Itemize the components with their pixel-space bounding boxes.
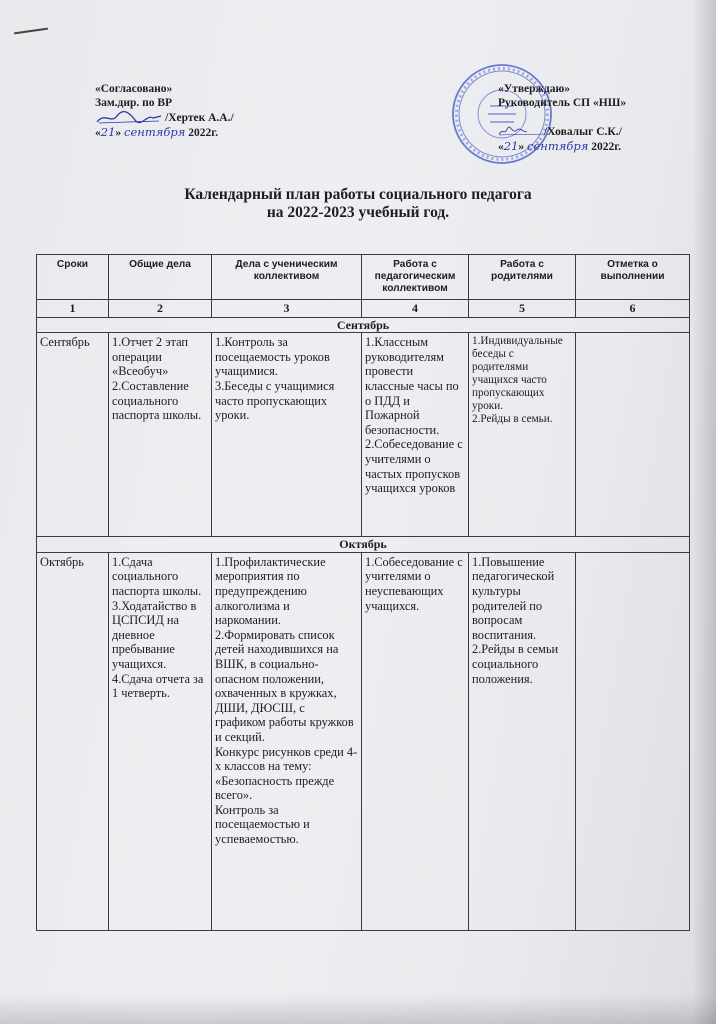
approval-right-date [498, 139, 668, 154]
list-item: 1.Классным руководителям провести классные часы по о ПДД и Пожарной безопасности. [365, 335, 459, 437]
header-period: Сроки [37, 255, 109, 300]
column-number: 1 [37, 300, 109, 318]
table-row [37, 333, 690, 537]
approval-left-date-day: 21 [100, 125, 116, 139]
approval-left-signature-line [95, 110, 275, 125]
page-edge-shadow [692, 0, 716, 1024]
signature-scribble-left [95, 110, 165, 124]
approval-right-date-month: сентября [527, 139, 589, 153]
cell-mark [576, 333, 690, 537]
date-quote-open: « [95, 127, 101, 139]
approval-right-name: /Ховалыг С.К./ [544, 126, 622, 138]
list-item: 2.Рейды в семьи. [472, 413, 553, 426]
cell-period: Сентябрь [37, 333, 109, 537]
month-title-september: Сентябрь [37, 317, 690, 333]
approval-left-name: /Хертек А.А./ [165, 112, 234, 124]
plan-table [36, 254, 690, 931]
list-item: 1.Собеседование с учителями о неуспевающих учащихся. [365, 554, 463, 613]
date-quote-open: « [498, 141, 504, 153]
cell-period: Октябрь [37, 552, 109, 930]
list-item: Конкурс рисунков среди 4-х классов на тему: «Безопасность прежде всего». [215, 744, 358, 803]
column-number: 6 [576, 300, 690, 318]
list-item: 1.Профилактические мероприятия по предупреждению алкоголизма и наркомании. [215, 554, 326, 628]
column-number: 3 [212, 300, 362, 318]
approval-right-signature-line [498, 124, 668, 139]
approval-left-date [95, 125, 275, 140]
header-teachers: Работа с педагогическим коллективом [362, 255, 469, 300]
list-item: 2.Формировать список детей находившихся на ВШК, в социально-опасном положении, охваченных в кружках, ДШИ, ДЮСШ, с графиком работы кружков и секций. [215, 627, 354, 744]
approval-left-position: Зам.дир. по ВР [95, 97, 173, 109]
approval-right-date-year: 2022г. [591, 141, 622, 153]
list-item: 1.Индивидуальные беседы с родителями учащихся часто пропускающих уроки. [472, 335, 563, 413]
approval-left-date-month: сентября [124, 125, 186, 139]
header-parents: Работа с родителями [469, 255, 576, 300]
column-number-row [37, 300, 690, 318]
list-item: 1.Повышение педагогической культуры родителей по вопросам воспитания. [472, 554, 555, 642]
list-item: 2.Собеседование с учителями о частых пропусков учащихся уроков [365, 437, 463, 496]
header-mark: Отметка о выполнении [576, 255, 690, 300]
list-item: 3.Беседы с учащимися часто пропускающих уроки. [215, 378, 335, 423]
cell-teachers [362, 333, 469, 537]
approval-left-title: «Согласовано» [95, 83, 173, 95]
list-item: 1.Отчет 2 этап операции «Всеобуч» [112, 335, 189, 379]
approval-right-date-day: 21 [503, 139, 519, 153]
table-row [37, 552, 690, 930]
approval-block-right [498, 82, 668, 154]
document-subtitle: на 2022-2023 учебный год. [266, 204, 450, 221]
list-item: 1.Контроль за посещаемость уроков учащимися. [215, 335, 330, 379]
document-title: Календарный план работы социального педагога [184, 186, 532, 203]
signature-scribble-right [498, 124, 544, 138]
list-item: 2.Рейды в семьи социального положения. [472, 642, 559, 686]
column-number: 4 [362, 300, 469, 318]
cell-mark [576, 552, 690, 930]
list-item: 3.Ходатайство в ЦСПСИД на дневное пребывание учащихся. [112, 598, 197, 671]
page-bottom-shadow [0, 994, 716, 1024]
cell-general [109, 333, 212, 537]
date-quote-close: » [518, 141, 525, 153]
cell-students [212, 552, 362, 930]
approval-block-left [95, 82, 275, 140]
cell-students [212, 333, 362, 537]
month-title-october: Октябрь [37, 537, 690, 553]
cell-parents [469, 552, 576, 930]
cell-teachers [362, 552, 469, 930]
column-number: 5 [469, 300, 576, 318]
pen-mark [14, 28, 48, 35]
header-general: Общие дела [109, 255, 212, 300]
list-item: 1.Сдача социального паспорта школы. [112, 554, 202, 598]
approval-left-date-year: 2022г. [188, 127, 219, 139]
list-item: 4.Сдача отчета за 1 четверть. [112, 671, 204, 701]
cell-general [109, 552, 212, 930]
header-students: Дела с ученическим коллективом [212, 255, 362, 300]
date-quote-close: » [115, 127, 122, 139]
list-item: Контроль за посещаемостью и успеваемостью. [215, 802, 310, 847]
approval-right-position: Руководитель СП «НШ» [498, 97, 627, 109]
approval-right-title: «Утверждаю» [498, 83, 570, 95]
table-header-row [37, 255, 690, 300]
cell-parents [469, 333, 576, 537]
column-number: 2 [109, 300, 212, 318]
list-item: 2.Составление социального паспорта школы. [112, 378, 202, 423]
month-title-row [37, 537, 690, 553]
month-title-row [37, 317, 690, 333]
